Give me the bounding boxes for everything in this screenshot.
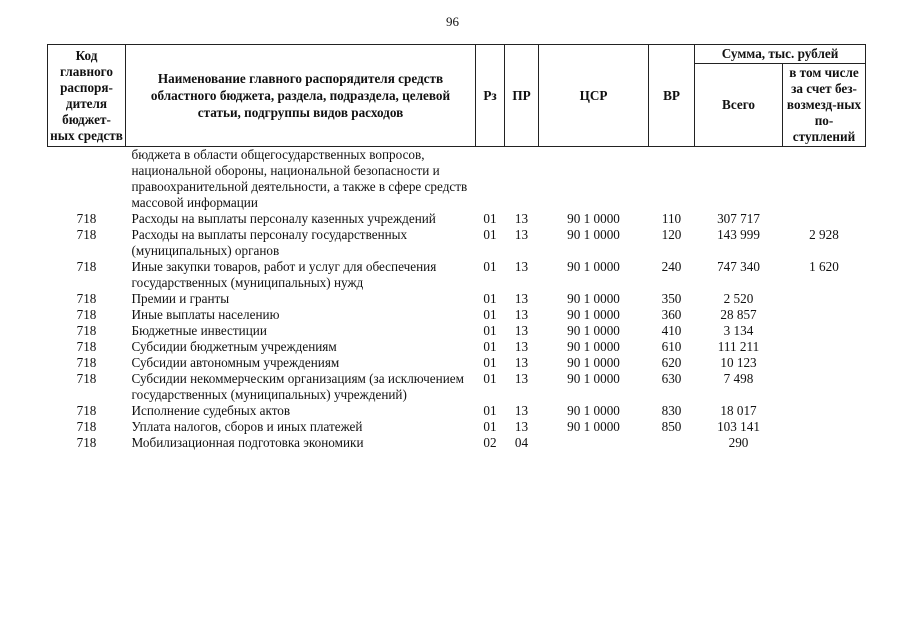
table-row: [48, 371, 866, 403]
cell-rz: 02: [483, 435, 497, 450]
cell-code: 718: [76, 419, 97, 434]
cell-vr: 410: [661, 323, 682, 338]
cell-csr: 90 1 0000: [567, 211, 620, 226]
cell-code: 718: [76, 403, 97, 418]
cell-csr: 90 1 0000: [567, 291, 620, 306]
cell-csr: 90 1 0000: [567, 403, 620, 418]
cell-name: Исполнение судебных актов: [131, 403, 291, 418]
cell-code: 718: [76, 307, 97, 322]
table-row: [48, 147, 866, 212]
table-row: [48, 339, 866, 355]
cell-code: 718: [76, 355, 97, 370]
cell-rz: 01: [483, 403, 497, 418]
cell-csr: [539, 435, 649, 451]
cell-pr: 13: [514, 227, 529, 242]
cell-vr: [649, 435, 695, 451]
cell-total: 2 520: [723, 291, 754, 306]
cell-pr: 13: [514, 307, 529, 322]
table-row: [48, 355, 866, 371]
cell-total: 290: [728, 435, 749, 450]
cell-rz: 01: [483, 211, 497, 226]
header-pr: ПР: [505, 45, 539, 147]
header-sum-group: Сумма, тыс. рублей: [695, 45, 866, 64]
cell-total: 18 017: [720, 403, 757, 418]
table-row: [48, 227, 866, 259]
cell-total: 7 498: [723, 371, 754, 386]
cell-incl: [783, 307, 866, 323]
cell-rz: 01: [483, 291, 497, 306]
cell-total: 3 134: [723, 323, 754, 338]
cell-rz: 01: [483, 339, 497, 354]
cell-incl: [783, 339, 866, 355]
cell-incl: [783, 419, 866, 435]
cell-code: 718: [76, 227, 97, 242]
table-row: [48, 419, 866, 435]
cell-name: Расходы на выплаты персоналу казенных учреждений: [131, 211, 436, 226]
cell-total: 307 717: [717, 211, 760, 226]
cell-rz: 01: [483, 371, 497, 386]
cell-vr: 360: [661, 307, 682, 322]
table-row: [48, 435, 866, 451]
cell-vr: 350: [661, 291, 682, 306]
cell-incl: [783, 291, 866, 307]
header-incl: в том числе за счет без-возмезд-ных по-ступлений: [783, 64, 866, 147]
cell-rz: 01: [483, 355, 497, 370]
cell-incl: 1 620: [809, 259, 839, 274]
cell-rz: 01: [483, 419, 497, 434]
cell-pr: 13: [514, 259, 529, 274]
cell-csr: 90 1 0000: [567, 339, 620, 354]
cell-vr: 830: [661, 403, 682, 418]
cell-incl: [783, 403, 866, 419]
cell-incl: [783, 355, 866, 371]
cell-name: Иные закупки товаров, работ и услуг для обеспечения государственных (муниципальных) нужд: [131, 259, 437, 290]
table-header: [48, 45, 866, 147]
cell-pr: [505, 147, 539, 212]
cell-code: 718: [76, 211, 97, 226]
cell-csr: 90 1 0000: [567, 307, 620, 322]
cell-pr: 13: [514, 355, 529, 370]
cell-total: [695, 147, 783, 212]
cell-pr: 13: [514, 339, 529, 354]
cell-csr: 90 1 0000: [567, 323, 620, 338]
header-name: Наименование главного распорядителя средств областного бюджета, раздела, подраздела, целевой статьи, подгруппы видов расходов: [126, 45, 476, 147]
cell-incl: [783, 371, 866, 403]
cell-total: 111 211: [717, 339, 760, 354]
cell-incl: [783, 211, 866, 227]
cell-pr: 13: [514, 323, 529, 338]
cell-code: 718: [76, 339, 97, 354]
cell-csr: [539, 147, 649, 212]
cell-name: Мобилизационная подготовка экономики: [131, 435, 364, 450]
table-body: [48, 147, 866, 452]
header-rz: Рз: [476, 45, 505, 147]
table-row: [48, 403, 866, 419]
cell-incl: 2 928: [809, 227, 839, 242]
cell-total: 10 123: [720, 355, 757, 370]
cell-vr: 240: [661, 259, 682, 274]
cell-rz: 01: [483, 323, 497, 338]
cell-name: Расходы на выплаты персоналу государственных (муниципальных) органов: [131, 227, 408, 258]
cell-rz: 01: [483, 259, 497, 274]
cell-vr: [649, 147, 695, 212]
table-row: [48, 323, 866, 339]
budget-table: [47, 44, 866, 451]
cell-pr: 04: [514, 435, 529, 450]
header-csr: ЦСР: [539, 45, 649, 147]
cell-total: 143 999: [717, 227, 760, 242]
cell-vr: 610: [661, 339, 682, 354]
cell-code: [48, 147, 126, 212]
cell-total: 747 340: [717, 259, 760, 274]
cell-code: 718: [76, 259, 97, 274]
cell-name: Иные выплаты населению: [131, 307, 280, 322]
table-row: [48, 211, 866, 227]
header-total: Всего: [695, 64, 783, 147]
cell-total: 28 857: [720, 307, 757, 322]
cell-name: Субсидии бюджетным учреждениям: [131, 339, 337, 354]
cell-rz: [476, 147, 505, 212]
cell-csr: 90 1 0000: [567, 355, 620, 370]
cell-pr: 13: [514, 211, 529, 226]
header-code: Код главного распоря-дителя бюджет-ных средств: [48, 45, 126, 147]
cell-pr: 13: [514, 371, 529, 386]
header-vr: ВР: [649, 45, 695, 147]
cell-code: 718: [76, 323, 97, 338]
cell-incl: [783, 147, 866, 212]
cell-pr: 13: [514, 419, 529, 434]
cell-name: бюджета в области общегосударственных вопросов, национальной обороны, национальной безопасности и правоохранительной деятельности, а также в сфере средств массовой информации: [131, 147, 468, 210]
page-number: 96: [446, 14, 459, 29]
table-row: [48, 307, 866, 323]
cell-total: 103 141: [717, 419, 760, 434]
cell-name: Премии и гранты: [131, 291, 230, 306]
cell-name: Субсидии некоммерческим организациям (за исключением государственных (муниципальных) учреждений): [131, 371, 464, 402]
cell-incl: [783, 323, 866, 339]
cell-vr: 120: [661, 227, 682, 242]
cell-pr: 13: [514, 403, 529, 418]
cell-code: 718: [76, 435, 97, 450]
cell-rz: 01: [483, 227, 497, 242]
cell-name: Бюджетные инвестиции: [131, 323, 267, 338]
cell-code: 718: [76, 371, 97, 386]
cell-csr: 90 1 0000: [567, 371, 620, 386]
cell-csr: 90 1 0000: [567, 259, 620, 274]
cell-incl: [783, 435, 866, 451]
cell-csr: 90 1 0000: [567, 419, 620, 434]
cell-vr: 110: [661, 211, 682, 226]
table-row: [48, 259, 866, 291]
cell-vr: 630: [661, 371, 682, 386]
cell-name: Субсидии автономным учреждениям: [131, 355, 340, 370]
cell-rz: 01: [483, 307, 497, 322]
cell-name: Уплата налогов, сборов и иных платежей: [131, 419, 363, 434]
cell-pr: 13: [514, 291, 529, 306]
cell-code: 718: [76, 291, 97, 306]
table-row: [48, 291, 866, 307]
cell-vr: 850: [661, 419, 682, 434]
cell-csr: 90 1 0000: [567, 227, 620, 242]
cell-vr: 620: [661, 355, 682, 370]
